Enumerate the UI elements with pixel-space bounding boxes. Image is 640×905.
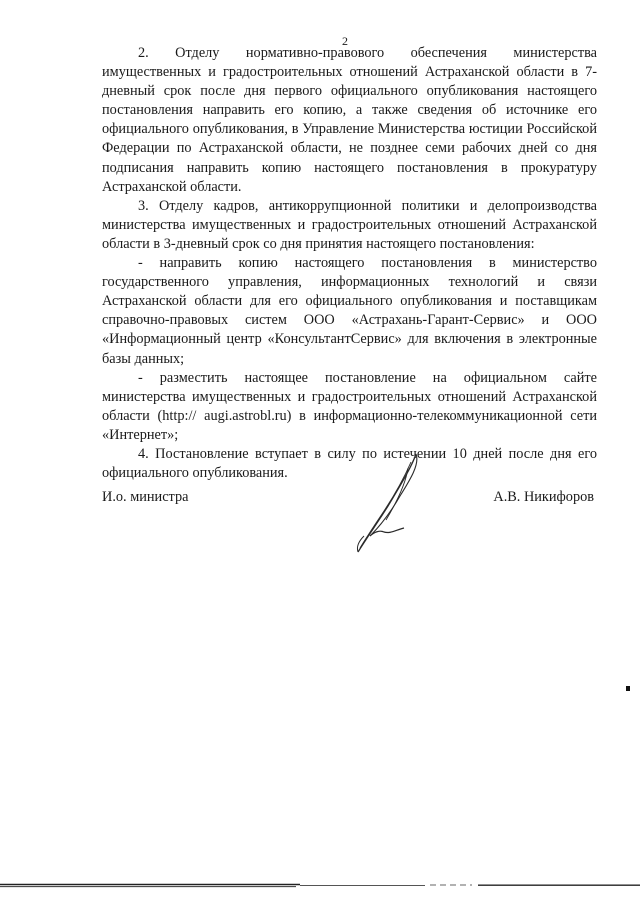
paragraph-3-item-1: - направить копию настоящего постановления в министерство государственного управления, информационных технологий и связи Астраханской области для его официального опубликования и поставщикам справочно-правовых систем ООО «Астрахань-Гарант-Сервис» и ООО «Информационный центр «КонсультантСервис» для включения в электронные базы данных; xyxy=(102,255,597,367)
scan-artifact-dot xyxy=(626,686,630,691)
handwritten-signature xyxy=(340,448,430,558)
signer-name: А.В. Никифоров xyxy=(493,489,594,505)
paragraph-4: 4. Постановление вступает в силу по истечении 10 дней после дня его официального опубликования. xyxy=(102,445,597,482)
scan-edge-lines xyxy=(0,883,640,893)
page-number: 2 xyxy=(342,34,348,48)
signer-title: И.о. министра xyxy=(102,489,189,505)
document-body xyxy=(102,44,597,483)
paragraph-2: 2. Отделу нормативно-правового обеспечения министерства имущественных и градостроительных отношений Астраханской области в 7-дневный срок после дня первого официального опубликования настоящего постановления направить его копию, а также сведения об источнике его официального опубликования, в Управление Министерства юстиции Российской Федерации по Астраханской области, не позднее семи рабочих дней со дня подписания направить копию настоящего постановления в прокуратуру Астраханской области. xyxy=(102,45,597,195)
paragraph-3: 3. Отделу кадров, антикоррупционной политики и делопроизводства министерства имущественных и градостроительных отношений Астраханской области в 3-дневный срок со дня принятия настоящего постановления: xyxy=(102,197,597,252)
paragraph-3-item-2: - разместить настоящее постановление на официальном сайте министерства имущественных и градостроительных отношений Астраханской области (http:// augi.astrobl.ru) в информационно-телекоммуникационной сети «Интернет»; xyxy=(102,369,597,443)
